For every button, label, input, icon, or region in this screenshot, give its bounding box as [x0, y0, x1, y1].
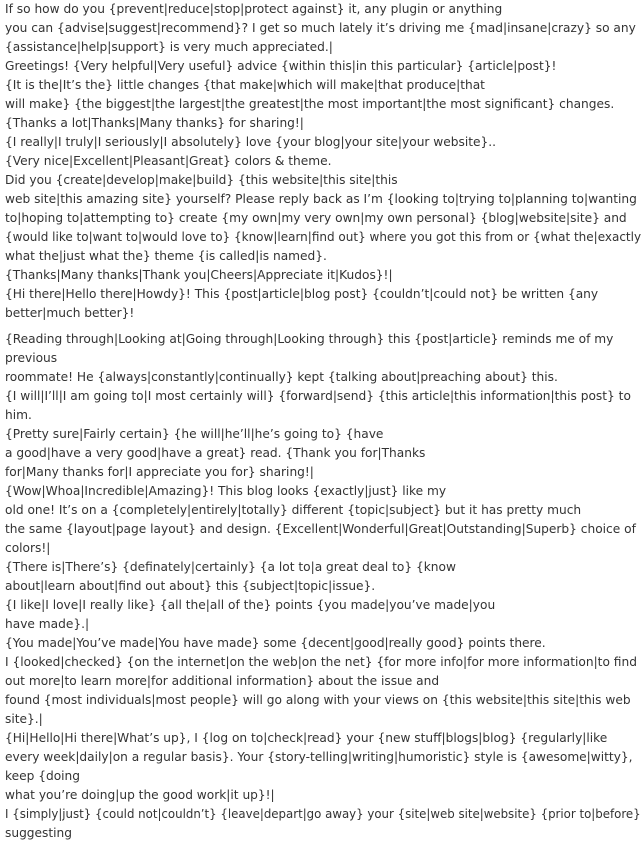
- text-line: previous: [5, 351, 58, 365]
- text-line: you can {advise|suggest|recommend}? I get so much lately it’s driving me {mad|insane|crazy} so any: [5, 21, 636, 35]
- text-line: found {most individuals|most people} will go along with your views on {this website|this site|this web: [5, 693, 631, 707]
- text-line: {Hi there|Hello there|Howdy}! This {post|article|blog post} {couldn’t|could not} be written {any: [5, 287, 599, 301]
- text-line: have made}.|: [5, 617, 90, 631]
- text-line: the same {layout|page layout} and design. {Excellent|Wonderful|Great|Outstanding|Superb} choice of: [5, 522, 636, 536]
- text-line: Did you {create|develop|make|build} {this website|this site|this: [5, 173, 398, 187]
- text-line: {There is|There’s} {definately|certainly} {a lot to|a great deal to} {know: [5, 560, 456, 574]
- text-line: I {looked|checked} {on the internet|on the web|on the net} {for more info|for more information|to find: [5, 655, 637, 669]
- text-line: {assistance|help|support} is very much appreciated.|: [5, 40, 333, 54]
- text-line: {I like|I love|I really like} {all the|all of the} points {you made|you’ve made|you: [5, 598, 496, 612]
- text-line: old one! It’s on a {completely|entirely|totally} different {topic|subject} but it has pretty much: [5, 503, 582, 517]
- text-line: I {simply|just} {could not|couldn’t} {leave|depart|go away} your {site|web site|website} {prior to|before}: [5, 807, 641, 821]
- text-line: colors!|: [5, 541, 51, 555]
- text-line: suggesting: [5, 826, 73, 840]
- text-line: keep {doing: [5, 769, 81, 783]
- text-line: site}.|: [5, 712, 43, 726]
- paragraph-gap: [5, 323, 641, 330]
- text-line: a good|have a very good|have a great} read. {Thank you for|Thanks: [5, 446, 426, 460]
- text-line: what you’re doing|up the good work|it up}!|: [5, 788, 275, 802]
- text-line: {Very nice|Excellent|Pleasant|Great} colors & theme.: [5, 154, 332, 168]
- text-line: better|much better}!: [5, 306, 135, 320]
- text-line: him.: [5, 408, 32, 422]
- text-line: about|learn about|find out about} this {subject|topic|issue}.: [5, 579, 376, 593]
- text-line: {Pretty sure|Fairly certain} {he will|he’ll|he’s going to} {have: [5, 427, 384, 441]
- document-body: [5, 0, 641, 843]
- text-line: {I will|I’ll|I am going to|I most certainly will} {forward|send} {this article|this information|this post} to: [5, 389, 631, 403]
- text-line: {You made|You’ve made|You have made} some {decent|good|really good} points there.: [5, 636, 546, 650]
- text-line: {Wow|Whoa|Incredible|Amazing}! This blog looks {exactly|just} like my: [5, 484, 447, 498]
- text-line: {Thanks|Many thanks|Thank you|Cheers|Appreciate it|Kudos}!|: [5, 268, 393, 282]
- text-line: for|Many thanks for|I appreciate you for} sharing!|: [5, 465, 314, 479]
- text-line: web site|this amazing site} yourself? Please reply back as I’m {looking to|trying to|planning to|wanting: [5, 192, 637, 206]
- text-line: Greetings! {Very helpful|Very useful} advice {within this|in this particular} {article|post}!: [5, 59, 557, 73]
- text-line: what the|just what the} theme {is called|is named}.: [5, 249, 327, 263]
- text-line: to|hoping to|attempting to} create {my own|my very own|my own personal} {blog|website|site} and: [5, 211, 627, 225]
- text-line: {Hi|Hello|Hi there|What’s up}, I {log on to|check|read} your {new stuff|blogs|blog} {regularly|like: [5, 731, 608, 745]
- text-line: every week|daily|on a regular basis}. Your {story-telling|writing|humoristic} style is {awesome|witty},: [5, 750, 633, 764]
- text-line: {Thanks a lot|Thanks|Many thanks} for sharing!|: [5, 116, 304, 130]
- text-line: {would like to|want to|would love to} {know|learn|find out} where you got this from or {what the|exactly: [5, 230, 642, 244]
- text-line: will make} {the biggest|the largest|the greatest|the most important|the most significant} changes.: [5, 97, 615, 111]
- text-line: {It is the|It’s the} little changes {that make|which will make|that produce|that: [5, 78, 485, 92]
- paragraph-1: [5, 0, 641, 323]
- text-line: out more|to learn more|for additional information} about the issue and: [5, 674, 440, 688]
- paragraph-2: [5, 330, 641, 843]
- text-line: {Reading through|Looking at|Going through|Looking through} this {post|article} reminds me of my: [5, 332, 614, 346]
- text-line: {I really|I truly|I seriously|I absolutely} love {your blog|your site|your website}..: [5, 135, 497, 149]
- text-line: If so how do you {prevent|reduce|stop|protect against} it, any plugin or anything: [5, 2, 503, 16]
- text-line: roommate! He {always|constantly|continually} kept {talking about|preaching about} this.: [5, 370, 558, 384]
